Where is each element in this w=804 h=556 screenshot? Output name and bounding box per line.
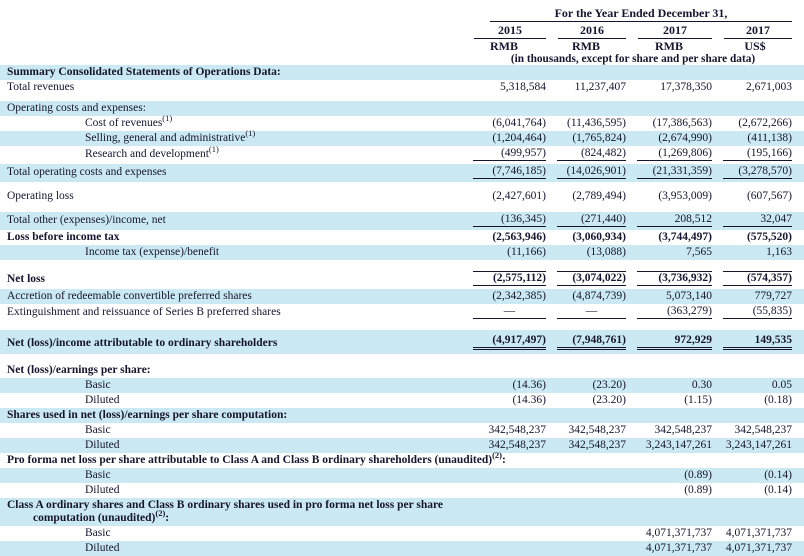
row-label: Cost of revenues$^{(1)}$	[85, 113, 173, 129]
row-label: Accretion of redeemable convertible preferred shares	[7, 290, 252, 302]
row-label: Shares used in net (loss)/earnings per share computation:	[7, 409, 288, 421]
table-row	[0, 289, 804, 304]
table-row	[0, 245, 804, 260]
spacer-row	[0, 204, 804, 212]
cell-value: 1,163	[766, 246, 792, 258]
cell-value: (55,835)	[712, 304, 804, 322]
cell-value: (575,520)	[746, 231, 792, 243]
cell-value: (11,166)	[507, 246, 546, 258]
table-row	[0, 65, 804, 80]
row-label: Total operating costs and expenses	[7, 166, 167, 178]
cell-value: (271,440)	[546, 212, 626, 230]
table-row	[0, 541, 804, 556]
cell-value: 342,548,237	[568, 439, 626, 451]
table-row	[0, 146, 804, 164]
cell-value	[462, 526, 546, 541]
spacer-row	[0, 260, 804, 268]
currency-header: RMB	[490, 39, 518, 53]
cell-value: (136,345)	[462, 212, 546, 230]
cell-value: (607,567)	[746, 190, 792, 202]
currency-header-row	[0, 39, 804, 53]
cell-value: 4,071,371,737	[725, 527, 792, 539]
currency-header: RMB	[655, 39, 683, 53]
footnote-marker: (2)	[492, 450, 502, 461]
cell-value	[462, 541, 546, 556]
table-row	[0, 498, 804, 526]
cell-value: (7,746,185)	[462, 164, 546, 182]
table-row	[0, 526, 804, 541]
cell-value: (13,088)	[586, 246, 626, 258]
cell-value: (0.18)	[764, 394, 792, 406]
table-row	[0, 212, 804, 230]
cell-value: 5,318,584	[500, 81, 546, 93]
cell-value: (14.36)	[512, 379, 546, 391]
row-label: Basic	[85, 379, 111, 391]
cell-value: (3,060,934)	[572, 231, 626, 243]
footnote-marker: (1)	[162, 113, 173, 124]
footnote-marker: (1)	[245, 128, 256, 139]
cell-value: (363,279)	[626, 304, 712, 322]
row-label-line2: computation (unaudited)	[33, 512, 156, 524]
table-row	[0, 453, 804, 468]
table-row	[0, 483, 804, 498]
cell-value: 342,548,237	[488, 424, 546, 436]
row-label: Extinguishment and reissuance of Series B preferred shares	[7, 306, 281, 318]
cell-value: (14,026,901)	[546, 164, 626, 182]
cell-value: —	[462, 304, 546, 322]
cell-value	[546, 483, 626, 498]
cell-value: (3,074,022)	[546, 268, 626, 289]
cell-value: (3,953,009)	[658, 190, 712, 202]
cell-value: (1,269,806)	[626, 146, 712, 164]
row-label: Basic	[85, 469, 111, 481]
year-column-header: 2017	[724, 22, 792, 39]
cell-value: (6,041,764)	[492, 117, 546, 129]
cell-value: 3,243,147,261	[645, 439, 712, 451]
row-label: Selling, general and administrative$^{(1)}$	[85, 128, 256, 144]
row-label: Basic	[85, 527, 111, 539]
year-column-header: 2017	[638, 22, 712, 39]
cell-value: (1,204,464)	[492, 132, 546, 144]
cell-value: (4,874,739)	[572, 290, 626, 302]
cell-value: (499,957)	[462, 146, 546, 164]
cell-value: 5,073,140	[666, 290, 712, 302]
cell-value: (17,386,563)	[652, 117, 712, 129]
cell-value: 11,237,407	[574, 81, 626, 93]
cell-value: 342,548,237	[734, 424, 792, 436]
cell-value: (1.15)	[684, 394, 712, 406]
cell-value: (574,357)	[712, 268, 804, 289]
cell-value: 149,535	[712, 330, 804, 354]
cell-value: (23.20)	[592, 379, 626, 391]
cell-value: (3,736,932)	[626, 268, 712, 289]
spacer-row	[0, 182, 804, 189]
cell-value	[462, 483, 546, 498]
cell-value: (0.89)	[684, 484, 712, 496]
cell-value: (23.20)	[592, 394, 626, 406]
cell-value: (2,672,266)	[738, 117, 792, 129]
table-row	[0, 393, 804, 408]
table-row	[0, 468, 804, 483]
cell-value: (4,917,497)	[462, 330, 546, 354]
cell-value: 972,929	[626, 330, 712, 354]
row-label: Total revenues	[7, 81, 75, 93]
footnote-marker: (1)	[208, 144, 219, 155]
cell-value: 7,565	[686, 246, 712, 258]
row-label: Net (loss)/earnings per share:	[7, 364, 151, 376]
period-header-row	[0, 0, 804, 22]
cell-value: 342,548,237	[488, 439, 546, 451]
currency-header: US$	[744, 39, 766, 53]
table-row	[0, 438, 804, 453]
row-label: Class A ordinary shares and Class B ordinary shares used in pro forma net loss per share computation (unaudited)$^{(2)}$:	[7, 499, 443, 524]
table-row	[0, 378, 804, 393]
cell-value: (2,563,946)	[492, 231, 546, 243]
period-header: For the Year Ended December 31,	[490, 0, 792, 22]
cell-value: (1,765,824)	[572, 132, 626, 144]
row-label: Net loss	[7, 273, 46, 285]
cell-value: 17,378,350	[660, 81, 712, 93]
table-body	[0, 65, 804, 556]
cell-value: 3,243,147,261	[725, 439, 792, 451]
cell-value: (0.89)	[684, 469, 712, 481]
cell-value	[546, 468, 626, 483]
cell-value	[546, 541, 626, 556]
spacer-row	[0, 354, 804, 363]
cell-value: 0.30	[691, 379, 712, 391]
row-label: Total other (expenses)/income, net	[7, 214, 166, 226]
row-label: Research and development$^{(1)}$	[85, 144, 219, 160]
table-row	[0, 116, 804, 131]
cell-value: 2,671,003	[746, 81, 792, 93]
units-note-row	[0, 53, 804, 65]
table-row	[0, 101, 804, 116]
cell-value: 32,047	[712, 212, 804, 230]
row-label: Operating costs and expenses:	[7, 102, 146, 114]
cell-value: (2,575,112)	[462, 268, 546, 289]
cell-value	[462, 468, 546, 483]
table-row	[0, 164, 804, 182]
row-label: Net (loss)/income attributable to ordinary shareholders	[7, 337, 278, 349]
row-label: Diluted	[85, 394, 120, 406]
table-row	[0, 304, 804, 322]
cell-value: (2,674,990)	[658, 132, 712, 144]
row-label: Pro forma net loss per share attributable to Class A and Class B ordinary shareholders (unaudited)$^{(2)}$:	[7, 450, 506, 466]
table-row	[0, 408, 804, 423]
row-label: Diluted	[85, 439, 120, 451]
cell-value: (195,166)	[712, 146, 804, 164]
table-row	[0, 131, 804, 146]
cell-value: 4,071,371,737	[725, 542, 792, 554]
row-label: Basic	[85, 424, 111, 436]
footnote-marker: (2)	[155, 508, 166, 519]
table-row	[0, 230, 804, 245]
year-column-header: 2016	[558, 22, 626, 39]
cell-value: 0.05	[771, 379, 792, 391]
cell-value: (7,948,761)	[546, 330, 626, 354]
table-row	[0, 80, 804, 95]
cell-value: 779,727	[754, 290, 792, 302]
cell-value: (11,436,595)	[567, 117, 626, 129]
table-row	[0, 423, 804, 438]
currency-header: RMB	[572, 39, 600, 53]
row-label: Loss before income tax	[7, 231, 120, 243]
cell-value: (0.14)	[764, 469, 792, 481]
spacer-row	[0, 322, 804, 330]
cell-value: 342,548,237	[654, 424, 712, 436]
table-row	[0, 268, 804, 289]
cell-value: 208,512	[626, 212, 712, 230]
cell-value: (411,138)	[747, 132, 792, 144]
row-label: Income tax (expense)/benefit	[85, 246, 220, 258]
cell-value: (2,789,494)	[572, 190, 626, 202]
table-row	[0, 330, 804, 354]
cell-value: (2,342,385)	[492, 290, 546, 302]
cell-value: 4,071,371,737	[645, 542, 712, 554]
cell-value: (21,331,359)	[626, 164, 712, 182]
cell-value: (2,427,601)	[492, 190, 546, 202]
year-column-header: 2015	[474, 22, 546, 39]
row-label: Diluted	[85, 484, 120, 496]
cell-value: 342,548,237	[568, 424, 626, 436]
units-note: (in thousands, except for share and per share data)	[510, 53, 756, 65]
cell-value: 4,071,371,737	[645, 527, 712, 539]
table-row	[0, 189, 804, 204]
cell-value: (0.14)	[764, 484, 792, 496]
cell-value	[546, 526, 626, 541]
table-row	[0, 363, 804, 378]
row-label: Diluted	[85, 542, 120, 554]
year-header-row	[0, 22, 804, 39]
cell-value: (14.36)	[512, 394, 546, 406]
row-label: Operating loss	[7, 190, 74, 202]
cell-value: (3,278,570)	[712, 164, 804, 182]
cell-value: (3,744,497)	[658, 231, 712, 243]
cell-value: —	[546, 304, 626, 322]
cell-value: (824,482)	[546, 146, 626, 164]
row-label: Summary Consolidated Statements of Operations Data:	[7, 66, 281, 78]
